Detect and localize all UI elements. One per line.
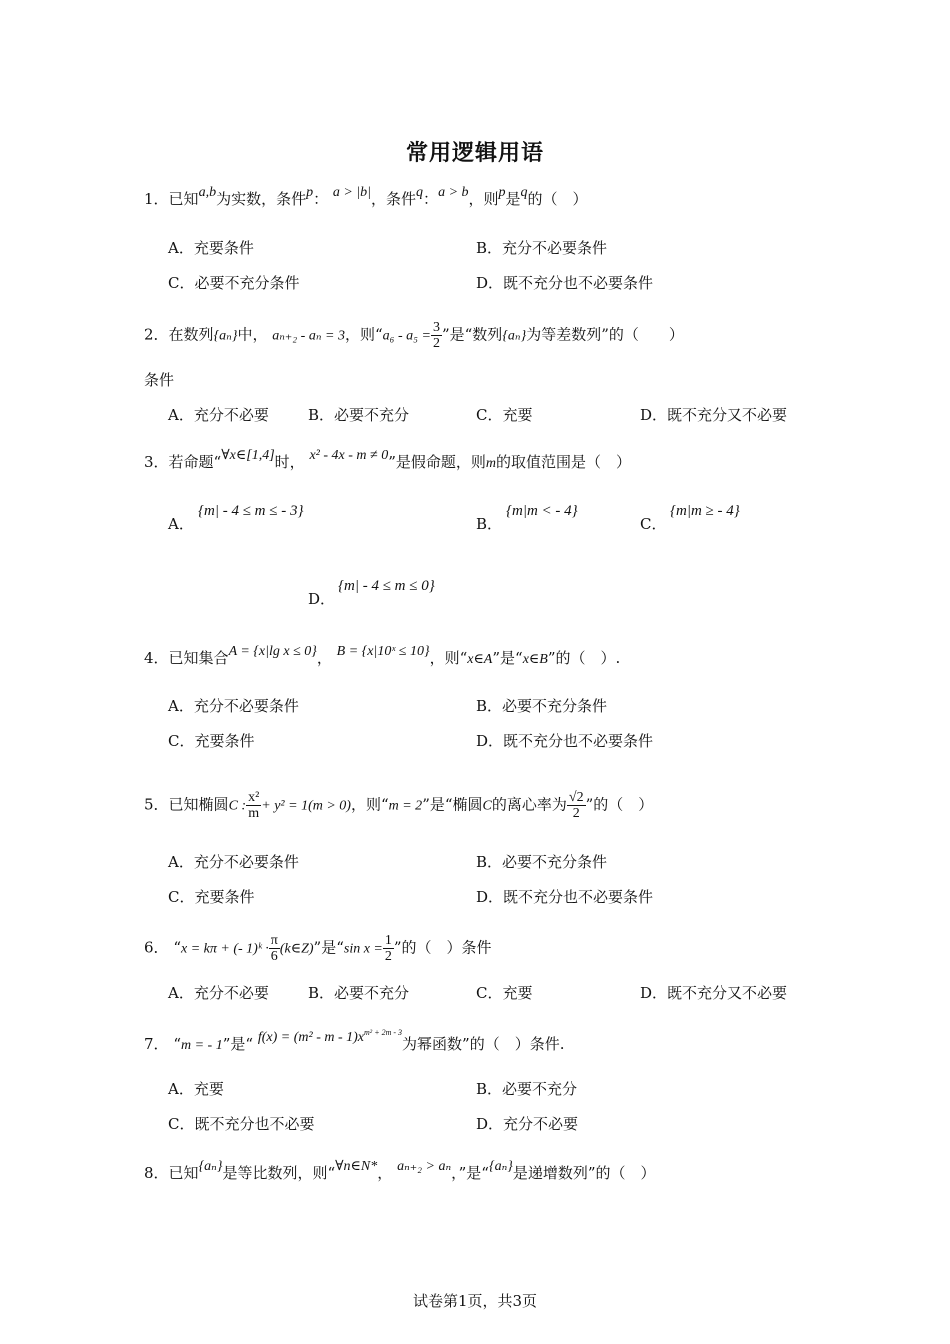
question-6: 6． “x = kπ + (- 1)ᵏ · $\frac{\pi}{6}$ (k∈Z)”是“sin x = $\frac{1}{2}$ ”的（ ）条件	[144, 933, 492, 964]
option-2c: C．充要	[476, 406, 533, 424]
option-3b-math: {m|m < - 4}	[506, 503, 578, 519]
question-7: 7． “m = - 1”是“ $f(x) = (m^2 - m - 1)x^{m^2 + 2m - 3}$为幂函数”的（ ）条件.	[144, 1028, 565, 1053]
question-2: 2．在数列{aₙ}中， aₙ₊₂ - aₙ = 3，则“a₆ - a₅ = $\frac{3}{2}$ ”是“数列{aₙ}为等差数列”的（ ）	[144, 320, 684, 351]
fraction-sqrt2-2: $\frac{√2}{2}$	[568, 790, 584, 821]
question-5: 5．已知椭圆C : $\frac{\text{x²}}{m}$ + y² = 1(m > 0)，则“m = 2”是“椭圆C的离心率为 $\frac{√2}{2}$ ”的（ ）	[144, 790, 654, 821]
page-title: 常用逻辑用语	[405, 140, 544, 166]
option-6a: A．充分不必要	[168, 984, 269, 1002]
question-1: 1．已知a,b为实数，条件p： a > |b|，条件q：a > b，则p是q的（ ）	[144, 185, 588, 208]
option-7b: B．必要不充分	[476, 1080, 578, 1098]
option-6b: B．必要不充分	[308, 984, 410, 1002]
option-6c: C．充要	[476, 984, 533, 1002]
option-7c: C．既不充分也不必要	[168, 1115, 315, 1133]
question-4: 4．已知集合A = {x|lg x ≤ 0}， B = {x|10ˣ ≤ 10}，则“x∈A”是“x∈B”的（ ）.	[144, 644, 621, 667]
option-2a: A．充分不必要	[168, 406, 269, 424]
question-8: 8．已知{aₙ}是等比数列，则“∀n∈N*， aₙ₊₂ > aₙ，”是“{aₙ}是递增数列”的（ ）	[144, 1159, 656, 1182]
option-1c: C．必要不充分条件	[168, 274, 300, 292]
fraction-x2-m: $\frac{\text{x²}}{m}$	[248, 790, 260, 821]
fraction-3-2: $\frac{3}{2}$	[432, 320, 440, 351]
question-2-continued: 条件	[144, 371, 175, 389]
page-footer: 试卷第1页，共3页	[412, 1292, 538, 1310]
option-5d: D．既不充分也不必要条件	[476, 888, 654, 906]
option-3c-math: {m|m ≥ - 4}	[670, 503, 740, 519]
option-1b: B．充分不必要条件	[476, 239, 608, 257]
option-3c: C．	[640, 515, 667, 533]
option-5c: C．充要条件	[168, 888, 255, 906]
option-6d: D．既不充分又不必要	[640, 984, 788, 1002]
fraction-1-2: $\frac{1}{2}$	[384, 933, 392, 964]
option-1a: A．充要条件	[168, 239, 254, 257]
option-5a: A．充分不必要条件	[168, 853, 299, 871]
question-3: 3．若命题“∀x∈[1,4]时， x² - 4x - m ≠ 0”是假命题，则m的取值范围是（ ）	[144, 448, 632, 471]
option-2b: B．必要不充分	[308, 406, 410, 424]
option-7d: D．充分不必要	[476, 1115, 579, 1133]
option-4c: C．充要条件	[168, 732, 255, 750]
option-3b: B．	[476, 515, 503, 533]
option-3a-math: {m| - 4 ≤ m ≤ - 3}	[198, 503, 304, 519]
fraction-pi-6: $\frac{\pi}{6}$	[270, 933, 278, 964]
option-7a: A．充要	[168, 1080, 224, 1098]
option-3a: A．	[168, 515, 194, 533]
option-4a: A．充分不必要条件	[168, 697, 299, 715]
option-2d: D．既不充分又不必要	[640, 406, 788, 424]
option-4d: D．既不充分也不必要条件	[476, 732, 654, 750]
option-5b: B．必要不充分条件	[476, 853, 608, 871]
option-4b: B．必要不充分条件	[476, 697, 608, 715]
option-3d: D．	[308, 590, 336, 608]
option-1d: D．既不充分也不必要条件	[476, 274, 654, 292]
option-3d-math: {m| - 4 ≤ m ≤ 0}	[338, 578, 435, 594]
